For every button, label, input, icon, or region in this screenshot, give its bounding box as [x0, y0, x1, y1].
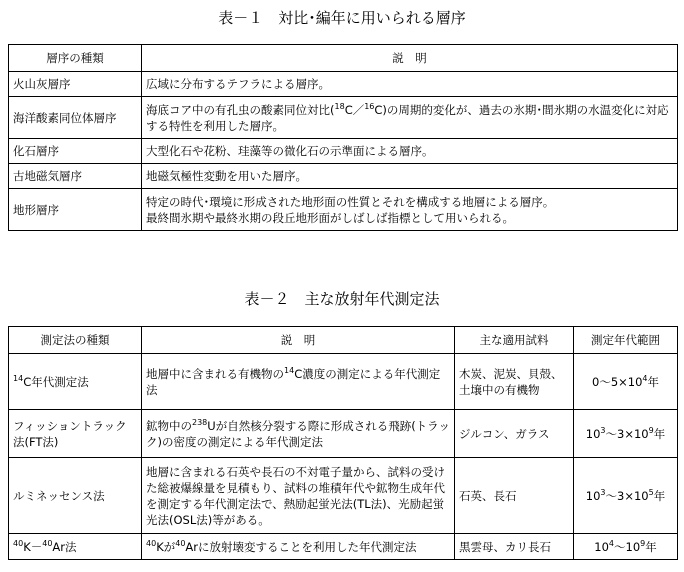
- row-range: $10^4\sim 10^9$年: [574, 534, 678, 560]
- table-row: [9, 72, 678, 97]
- row-desc: 大型化石や花粉、珪藻等の微化石の示準面による層序。: [142, 139, 678, 164]
- col-header-desc: 説 明: [142, 45, 678, 72]
- row-type: 海洋酸素同位体層序: [9, 97, 142, 139]
- row-sample: ジルコン、ガラス: [455, 410, 574, 458]
- row-sample: 黒雲母、カリ長石: [455, 534, 574, 560]
- col-header-desc: 説 明: [142, 327, 455, 354]
- col-header-sample: 主な適用試料: [455, 327, 574, 354]
- row-desc: $^{40}$Kが$^{40}$Arに放射壊変することを利用した年代測定法: [142, 534, 455, 560]
- table-row: [9, 97, 678, 139]
- row-desc: 地磁気極性変動を用いた層序。: [142, 164, 678, 189]
- table-row: [9, 189, 678, 231]
- row-type: 火山灰層序: [9, 72, 142, 97]
- stratigraphy-table: [8, 44, 678, 231]
- row-desc: 地層に含まれる石英や長石の不対電子量から、試料の受けた総被爆線量を見積もり、試料の堆積年代や鉱物生成年代を測定する年代測定法で、熱励起蛍光法(TL法)、光励起蛍光法(OSL法)等がある。: [142, 458, 455, 534]
- col-header-method: 測定法の種類: [9, 327, 142, 354]
- row-range: $10^3\sim 3\times 10^9$年: [574, 410, 678, 458]
- row-desc: 海底コア中の有孔虫の酸素同位対比($^{18}$C／$^{16}$C)の周期的変化が、過去の氷期･間氷期の水温変化に対応する特性を利用した層序。: [142, 97, 678, 139]
- row-type: 化石層序: [9, 139, 142, 164]
- row-desc: 特定の時代･環境に形成された地形面の性質とそれを構成する地層による層序。 最終間氷期や最終氷期の段丘地形面がしばしば指標として用いられる。: [142, 189, 678, 231]
- row-method: $^{40}$K－$^{40}$Ar法: [9, 534, 142, 560]
- dating-methods-table: [8, 326, 678, 560]
- table-row: [9, 354, 678, 410]
- row-method: ルミネッセンス法: [9, 458, 142, 534]
- table-row: [9, 534, 678, 560]
- table-header-row: [9, 327, 678, 354]
- table-header-row: [9, 45, 678, 72]
- row-desc: 地層中に含まれる有機物の$^{14}$C濃度の測定による年代測定法: [142, 354, 455, 410]
- table-row: [9, 139, 678, 164]
- table1-title: 表－１ 対比･編年に用いられる層序: [218, 9, 466, 27]
- row-sample: 石英、長石: [455, 458, 574, 534]
- row-method: フィッショントラック法(FT法): [9, 410, 142, 458]
- table-row: [9, 410, 678, 458]
- row-sample: 木炭、泥炭、貝殻、土壌中の有機物: [455, 354, 574, 410]
- row-method: $^{14}$C年代測定法: [9, 354, 142, 410]
- table-row: [9, 164, 678, 189]
- row-range: $10^3\sim 3\times 10^5$年: [574, 458, 678, 534]
- row-type: 地形層序: [9, 189, 142, 231]
- table-row: [9, 458, 678, 534]
- row-range: $0\sim 5\times 10^4$年: [574, 354, 678, 410]
- row-desc: 広域に分布するテフラによる層序。: [142, 72, 678, 97]
- row-type: 古地磁気層序: [9, 164, 142, 189]
- row-desc: 鉱物中の$^{238}$Uが自然核分裂する際に形成される飛跡(トラック)の密度の測定による年代測定法: [142, 410, 455, 458]
- col-header-range: 測定年代範囲: [574, 327, 678, 354]
- table2-title: 表－２ 主な放射年代測定法: [244, 290, 440, 308]
- col-header-type: 層序の種類: [9, 45, 142, 72]
